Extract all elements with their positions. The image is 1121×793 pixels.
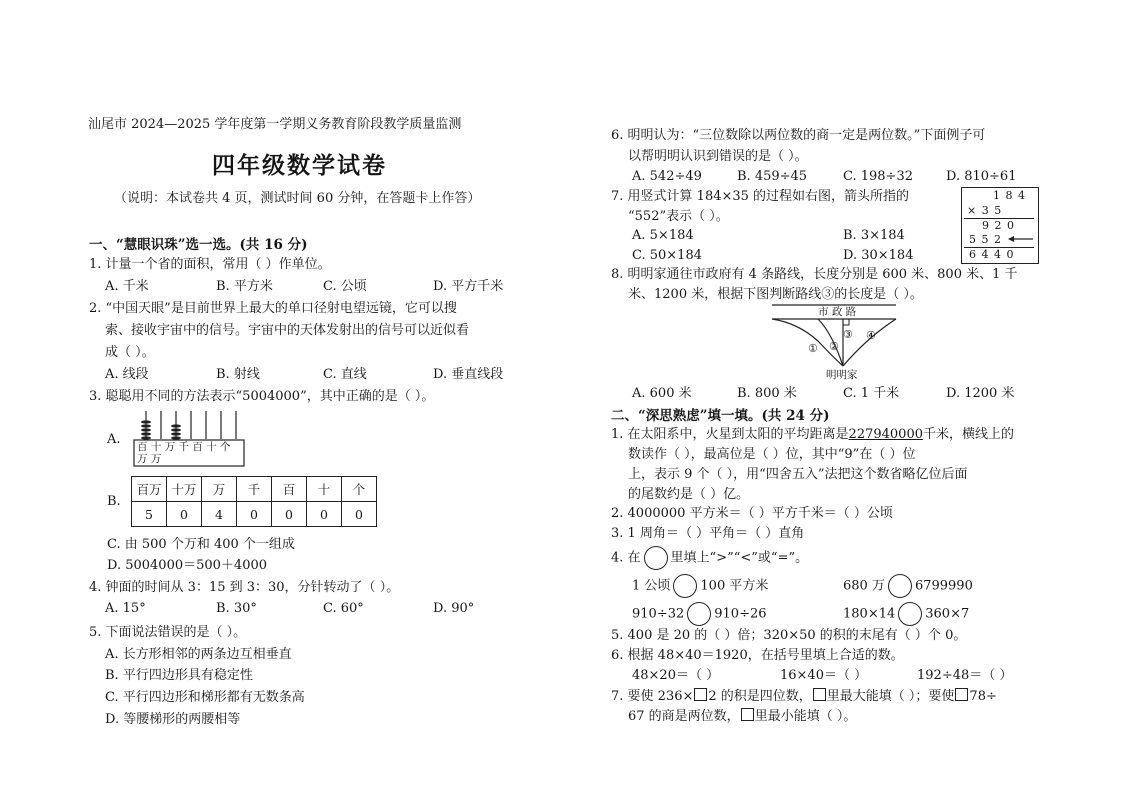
exam-subtitle: 汕尾市 2024—2025 学年度第一学期义务教育阶段教学质量监测 bbox=[88, 117, 462, 132]
table-header-cell: 十万 bbox=[167, 477, 202, 502]
f7-text-c: 里最大能填（ ）；要使 bbox=[826, 689, 955, 704]
table-header-cell: 百万 bbox=[132, 477, 167, 502]
compare-left: 180×14 bbox=[843, 606, 896, 622]
q7-option-c: C. 50×184 bbox=[632, 248, 702, 263]
q2-option-b: B. 射线 bbox=[216, 367, 260, 382]
q4-stem: 4. 钟面的时间从 3：15 到 3：30，分针转动了（ ）。 bbox=[89, 580, 400, 595]
q1-option-a: A. 千米 bbox=[105, 279, 149, 294]
q7-option-b: B. 3×184 bbox=[843, 228, 905, 243]
table-cell: 0 bbox=[167, 502, 202, 527]
q1-option-c: C. 公顷 bbox=[323, 279, 367, 294]
f7-text-d: 78÷ bbox=[969, 689, 997, 704]
compare-right: 6799990 bbox=[914, 578, 973, 594]
arrow-icon bbox=[1008, 234, 1034, 244]
route-2-label: ② bbox=[829, 340, 839, 353]
compare-right: 100 平方米 bbox=[700, 578, 769, 594]
circle-blank-icon bbox=[644, 546, 668, 570]
f6-stem: 6. 根据 48×40＝1920，在括号里填上合适的数。 bbox=[611, 648, 904, 663]
table-row bbox=[132, 502, 377, 527]
table-cell: 0 bbox=[342, 502, 377, 527]
q7-line-2: “552”表示（ ）。 bbox=[628, 209, 729, 224]
section-1-heading: 一、“慧眼识珠”选一选。(共 16 分) bbox=[89, 237, 308, 253]
f6-expr-1: 48×20＝（ ） bbox=[632, 668, 720, 683]
square-blank-icon bbox=[813, 688, 826, 701]
q8-option-d: D. 1200 米 bbox=[946, 386, 1015, 401]
f4-stem-b: 里填上“>”“<”或“=”。 bbox=[670, 550, 809, 566]
f7-line-1 bbox=[611, 688, 997, 706]
f6-expr-2: 16×40＝（ ） bbox=[780, 668, 868, 683]
f7-text-e: 67 的商是两位数， bbox=[628, 709, 740, 724]
table-cell: 0 bbox=[307, 502, 342, 527]
compare-left: 680 万 bbox=[843, 578, 885, 594]
q4-option-d: D. 90° bbox=[433, 601, 475, 616]
f3-text: 3. 1 周角＝（ ）平角＝（ ）直角 bbox=[611, 526, 805, 541]
square-blank-icon bbox=[955, 688, 968, 701]
f1-line-1 bbox=[611, 426, 1014, 444]
q6-line-2: 以帮明明认识到错误的是（ ）。 bbox=[628, 149, 808, 164]
calc-line-partial-2: 5 5 2 bbox=[969, 233, 1002, 246]
q7-line-1: 7. 用竖式计算 184×35 的过程如右图，箭头所指的 bbox=[611, 189, 910, 204]
circle-blank-icon bbox=[888, 574, 912, 598]
calc-line-product: 6 4 4 0 bbox=[969, 248, 1015, 261]
table-header-cell: 千 bbox=[237, 477, 272, 502]
f1-line-3: 上，表示 9 个（ ），用“四舍五入”法把这个数省略亿位后面 bbox=[628, 467, 968, 482]
q4-option-a: A. 15° bbox=[105, 601, 146, 616]
q2-option-c: C. 直线 bbox=[323, 367, 367, 382]
home-label: 明明家 bbox=[826, 369, 858, 381]
q1-stem: 1. 计量一个省的面积，常用（ ）作单位。 bbox=[89, 257, 331, 272]
q5-stem: 5. 下面说法错误的是（ ）。 bbox=[89, 625, 247, 640]
exam-note: （说明：本试卷共 4 页，测试时间 60 分钟，在答题卡上作答） bbox=[114, 191, 481, 206]
q6-option-b: B. 459÷45 bbox=[737, 169, 808, 184]
route-4-label: ④ bbox=[866, 329, 876, 342]
place-value-table bbox=[131, 476, 377, 527]
route-3-label: ③ bbox=[843, 328, 853, 341]
road-label: 市 政 路 bbox=[818, 306, 857, 318]
q7-option-a: A. 5×184 bbox=[632, 228, 694, 243]
q3-option-a-label: A. bbox=[107, 432, 121, 447]
f1-line-1-text: 1. 在太阳系中，火星到太阳的平均距离是 bbox=[611, 427, 849, 442]
f2-text: 2. 4000000 平方米＝（ ）平方千米＝（ ）公顷 bbox=[611, 506, 893, 521]
q6-option-c: C. 198÷32 bbox=[843, 169, 913, 184]
f7-text-b: 2 的积是四位数， bbox=[708, 689, 812, 704]
circle-blank-icon bbox=[673, 574, 697, 598]
q5-option-d: D. 等腰梯形的两腰相等 bbox=[105, 712, 241, 727]
route-1-label: ① bbox=[808, 342, 818, 355]
q5-option-b: B. 平行四边形具有稳定性 bbox=[105, 668, 253, 683]
compare-right: 910÷26 bbox=[714, 606, 767, 622]
circle-blank-icon bbox=[898, 602, 922, 626]
f4-compare-3 bbox=[632, 602, 767, 626]
f4-compare-1 bbox=[632, 574, 768, 598]
f4-stem bbox=[611, 546, 808, 570]
table-header-cell: 百 bbox=[272, 477, 307, 502]
compare-right: 360×7 bbox=[925, 606, 970, 622]
q7-option-d: D. 30×184 bbox=[843, 248, 914, 263]
table-cell: 5 bbox=[132, 502, 167, 527]
q3-option-d: D. 5004000＝500＋4000 bbox=[107, 558, 268, 573]
f5-text: 5. 400 是 20 的（ ）倍；320×50 的积的末尾有（ ）个 0。 bbox=[611, 628, 967, 643]
q8-line-2: 米、1200 米，根据下图判断路线③的长度是（ ）。 bbox=[628, 287, 923, 302]
compare-left: 1 公顷 bbox=[632, 578, 671, 594]
q6-line-1: 6. 明明认为：“三位数除以两位数的商一定是两位数。”下面例子可 bbox=[611, 128, 986, 143]
abacus-place-labels: 百 十 万 千 百 十 个 bbox=[137, 441, 231, 453]
q1-option-d: D. 平方千米 bbox=[433, 279, 504, 294]
q4-option-b: B. 30° bbox=[216, 601, 257, 616]
q5-option-a: A. 长方形相邻的两条边互相垂直 bbox=[105, 647, 292, 662]
table-cell: 0 bbox=[272, 502, 307, 527]
compare-left: 910÷32 bbox=[632, 606, 685, 622]
q2-line-1: 2. “中国天眼”是目前世界上最大的单口径射电望远镜，它可以搜 bbox=[89, 301, 457, 316]
f7-line-2 bbox=[628, 708, 856, 726]
f7-text-f: 里最小能填（ ）。 bbox=[754, 709, 857, 724]
q6-option-a: A. 542÷49 bbox=[632, 169, 702, 184]
q2-option-a: A. 线段 bbox=[105, 367, 149, 382]
square-blank-icon bbox=[694, 688, 707, 701]
exam-title: 四年级数学试卷 bbox=[212, 152, 387, 179]
table-row bbox=[132, 477, 377, 502]
table-header-cell: 万 bbox=[202, 477, 237, 502]
calc-line-partial-1: 9 2 0 bbox=[982, 219, 1015, 232]
q8-option-a: A. 600 米 bbox=[632, 386, 692, 401]
q8-option-b: B. 800 米 bbox=[737, 386, 797, 401]
f7-text-a: 7. 要使 236× bbox=[611, 689, 694, 704]
f6-expr-3: 192÷48＝（ ） bbox=[917, 668, 1013, 683]
q8-option-c: C. 1 千米 bbox=[843, 386, 900, 401]
table-cell: 0 bbox=[237, 502, 272, 527]
f4-compare-2 bbox=[843, 574, 973, 598]
square-blank-icon bbox=[741, 708, 754, 721]
q1-option-b: B. 平方米 bbox=[216, 279, 273, 294]
q8-line-1: 8. 明明家通往市政府有 4 条路线，长度分别是 600 米、800 米、1 千 bbox=[611, 267, 1018, 282]
q5-option-c: C. 平行四边形和梯形都有无数条高 bbox=[105, 690, 305, 705]
underlined-number: 227940000 bbox=[848, 427, 923, 442]
table-cell: 4 bbox=[202, 502, 237, 527]
section-2-heading: 二、“深思熟虑”填一填。(共 24 分) bbox=[611, 408, 830, 424]
f4-compare-4 bbox=[843, 602, 969, 626]
table-header-cell: 十 bbox=[307, 477, 342, 502]
f1-line-4: 的尾数约是（ ）亿。 bbox=[628, 487, 750, 502]
f1-line-1-tail: 千米，横线上的 bbox=[923, 427, 1015, 442]
q6-option-d: D. 810÷61 bbox=[946, 169, 1017, 184]
f1-line-2: 数读作（ ），最高位是（ ）位，其中“9”在（ ）位 bbox=[628, 447, 916, 462]
f4-stem-a: 4. 在 bbox=[611, 550, 641, 566]
calc-line-multiplier: × 3 5 bbox=[967, 204, 1003, 217]
q3-option-c: C. 由 500 个万和 400 个一组成 bbox=[107, 537, 295, 552]
q2-option-d: D. 垂直线段 bbox=[433, 367, 504, 382]
q2-line-2: 索、接收宇宙中的信号。宇宙中的天体发射出的信号可以近似看 bbox=[105, 323, 470, 338]
calc-line-multiplicand: 1 8 4 bbox=[993, 189, 1026, 202]
q2-line-3: 成（ ）。 bbox=[105, 345, 155, 360]
abacus-place-labels-2: 万 万 bbox=[137, 453, 162, 465]
q3-stem: 3. 聪聪用不同的方法表示“5004000”，其中正确的是（ ）。 bbox=[89, 389, 435, 404]
circle-blank-icon bbox=[687, 602, 711, 626]
q4-option-c: C. 60° bbox=[323, 601, 364, 616]
q3-option-b-label: B. bbox=[107, 494, 121, 509]
table-header-cell: 个 bbox=[342, 477, 377, 502]
